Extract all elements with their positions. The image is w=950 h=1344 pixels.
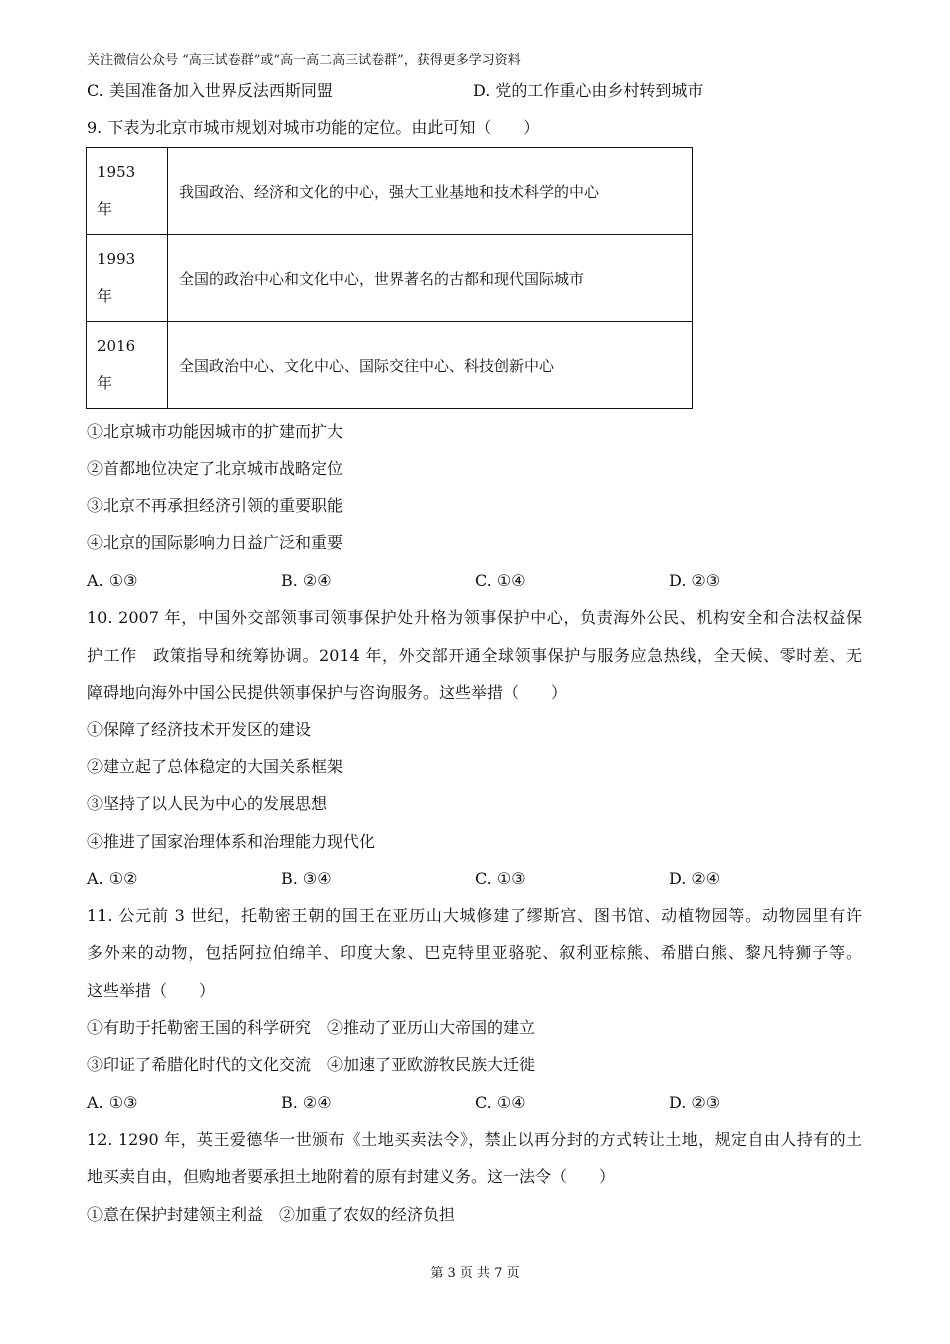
table-row — [87, 148, 693, 235]
q10-option-c: C. ①③ — [475, 869, 526, 888]
q9-option-b: B. ②④ — [281, 571, 332, 590]
q9-item-4: ④北京的国际影响力日益广泛和重要 — [87, 533, 344, 552]
year-number: 1993 — [97, 250, 136, 268]
q10-item-3: ③坚持了以人民为中心的发展思想 — [87, 794, 328, 813]
q10-stem-line-1: 10. 2007 年，中国外交部领事司领事保护处升格为领事保护中心，负责海外公民、机构安全和合法权益保 — [87, 608, 862, 627]
content-cell: 全国政治中心、文化中心、国际交往中心、科技创新中心 — [168, 322, 693, 409]
year-number: 1953 — [97, 163, 136, 181]
year-unit: 年 — [97, 287, 113, 305]
q11-option-b: B. ②④ — [281, 1093, 332, 1112]
content-cell: 我国政治、经济和文化的中心，强大工业基地和技术科学的中心 — [168, 148, 693, 235]
q9-item-3: ③北京不再承担经济引领的重要职能 — [87, 496, 344, 515]
q12-stem-line-1: 12. 1290 年，英王爱德华一世颁布《土地买卖法令》，禁止以再分封的方式转让土地，规定自由人持有的土 — [87, 1130, 862, 1149]
q11-stem-line-1: 11. 公元前 3 世纪，托勒密王朝的国王在亚历山大城修建了缪斯宫、图书馆、动植物园等。动物园里有许 — [87, 906, 862, 925]
year-cell — [87, 235, 168, 322]
q11-stem-line-3: 这些举措（ ） — [87, 981, 216, 1000]
q10-option-d: D. ②④ — [669, 869, 721, 888]
q10-stem-line-3: 障碍地向海外中国公民提供领事保护与咨询服务。这些举措（ ） — [87, 683, 568, 702]
year-unit: 年 — [97, 374, 113, 392]
q11-option-c: C. ①④ — [475, 1093, 526, 1112]
page-number: 第 3 页 共 7 页 — [430, 1266, 520, 1281]
q9-option-a: A. ①③ — [87, 571, 138, 590]
q10-option-a: A. ①② — [87, 869, 138, 888]
q9-option-c: C. ①④ — [475, 571, 526, 590]
year-cell — [87, 322, 168, 409]
table-row — [87, 322, 693, 409]
q12-stem-line-2: 地买卖自由，但购地者要承担土地附着的原有封建义务。这一法令（ ） — [87, 1167, 616, 1186]
q11-option-a: A. ①③ — [87, 1093, 138, 1112]
q11-item-line-1: ①有助于托勒密王国的科学研究 ②推动了亚历山大帝国的建立 — [87, 1018, 536, 1037]
q12-item-line-1: ①意在保护封建领主利益 ②加重了农奴的经济负担 — [87, 1205, 456, 1224]
year-unit: 年 — [97, 200, 113, 218]
q9-item-2: ②首都地位决定了北京城市战略定位 — [87, 459, 344, 478]
q11-option-d: D. ②③ — [669, 1093, 721, 1112]
q10-stem-line-2: 护工作 政策指导和统筹协调。2014 年，外交部开通全球领事保护与服务应急热线，全天候、零时差、无 — [87, 646, 862, 665]
q8-option-d: D. 党的工作重心由乡村转到城市 — [473, 81, 704, 100]
q10-item-4: ④推进了国家治理体系和治理能力现代化 — [87, 832, 376, 851]
q9-item-1: ①北京城市功能因城市的扩建而扩大 — [87, 422, 344, 441]
table-row — [87, 235, 693, 322]
q8-option-c: C. 美国准备加入世界反法西斯同盟 — [87, 81, 333, 100]
q9-table — [86, 147, 693, 409]
q9-option-d: D. ②③ — [669, 571, 721, 590]
header-note: 关注微信公众号 “高三试卷群”或“高一高二高三试卷群”，获得更多学习资料 — [87, 53, 521, 68]
q10-item-2: ②建立起了总体稳定的大国关系框架 — [87, 757, 344, 776]
q11-item-line-2: ③印证了希腊化时代的文化交流 ④加速了亚欧游牧民族大迁徙 — [87, 1055, 536, 1074]
q11-stem-line-2: 多外来的动物，包括阿拉伯绵羊、印度大象、巴克特里亚骆驼、叙利亚棕熊、希腊白熊、黎凡特狮子等。 — [87, 943, 862, 962]
year-cell — [87, 148, 168, 235]
q9-stem: 9. 下表为北京市城市规划对城市功能的定位。由此可知（ ） — [87, 118, 540, 137]
q10-option-b: B. ③④ — [281, 869, 332, 888]
q10-item-1: ①保障了经济技术开发区的建设 — [87, 720, 312, 739]
year-number: 2016 — [97, 337, 136, 355]
content-cell: 全国的政治中心和文化中心，世界著名的古都和现代国际城市 — [168, 235, 693, 322]
